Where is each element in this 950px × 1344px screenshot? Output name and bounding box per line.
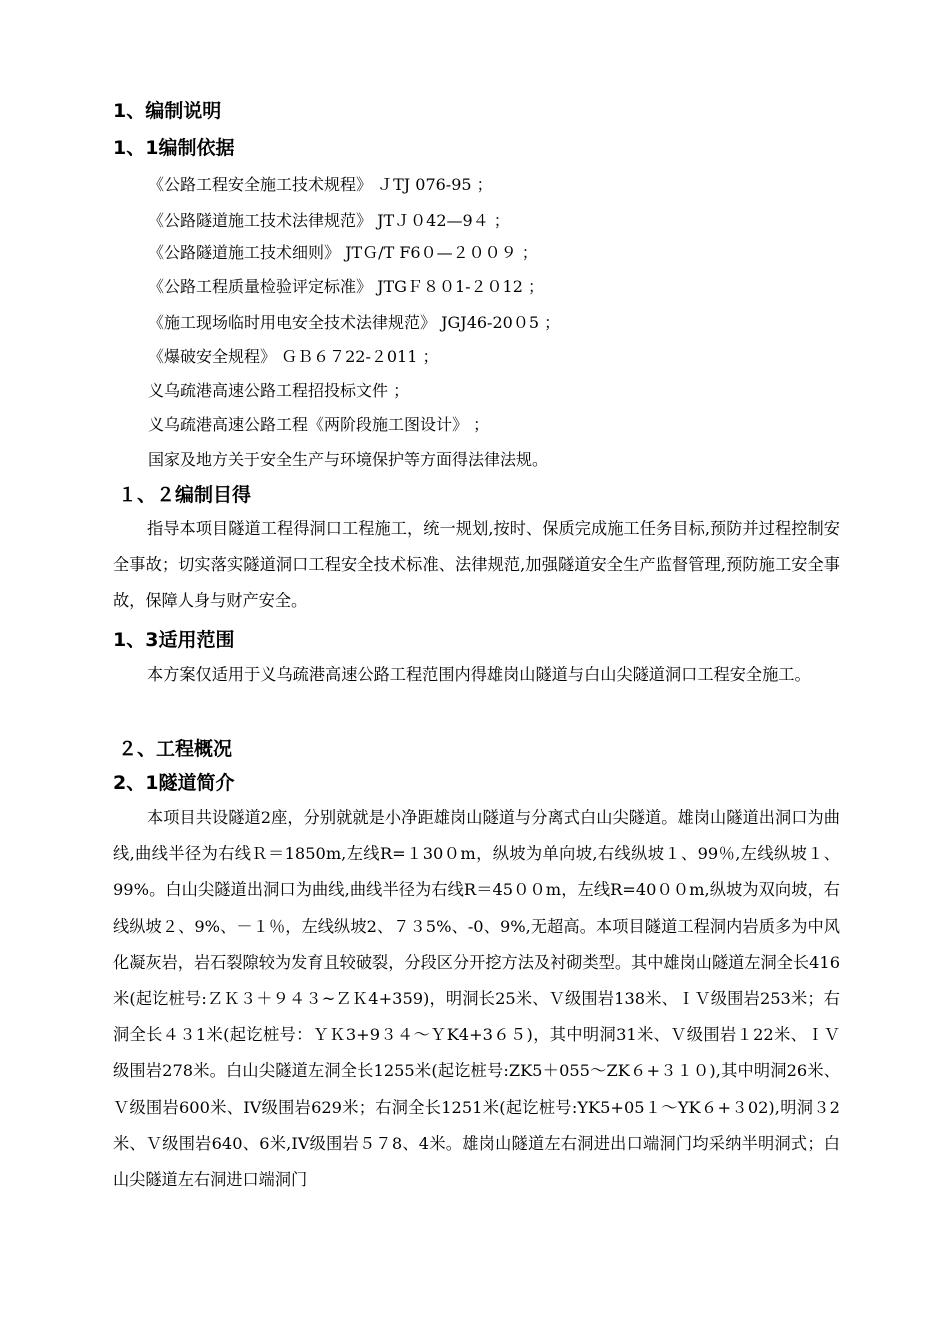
section-2-1-paragraph: 本项目共设隧道2座，分别就就是小净距雄岗山隧道与分离式白山尖隧道。雄岗山隧道出洞口为曲线,曲线半径为右线Ｒ＝1850m,左线R=１30０m，纵坡为单向坡,右线纵坡１、99％,左线纵坡１、99%。白山尖隧道出洞口为曲线,曲线半径为右线R＝45００m，左线R=40００m,纵坡为双向坡，右线纵坡２、9%、－１％，左线纵坡2、７３5%、-0、9%,无超高。本项目隧道工程洞内岩质多为中风化凝灰岩，岩石裂隙较为发育且较破裂，分段区分开挖方法及衬砌类型。其中雄岗山隧道左洞全长416米(起讫桩号:ＺＫ３＋９４３~ＺＫ4+359)，明洞长25米、Ｖ级围岩138米、ＩＶ级围岩253米；右洞全长４３1米(起讫桩号：ＹＫ3+9３４～ＹK4+3６５)，其中明洞31米、Ｖ级围岩１22米、ＩＶ级围岩278米。白山尖隧道左洞全长1255米(起讫桩号:ZK5＋055～ZK６+３１０),其中明洞26米、Ｖ级围岩600米、IV级围岩629米；右洞全长1251米(起讫桩号:YK5+05１～YK６+３02),明洞３2米、Ｖ级围岩640、6米,IV级围岩５７8、4米。雄岗山隧道左右洞进出口端洞门均采纳半明洞式；白山尖隧道左右洞进口端洞门 — [113, 808, 840, 1190]
section-1-2-heading: １、２编制目得 — [118, 484, 252, 506]
reference-item: 《公路隧道施工技术法律规范》 JTＪ０42—9４ ； — [148, 211, 510, 230]
reference-item: 义乌疏港高速公路工程《两阶段施工图设计》 ； — [148, 415, 490, 434]
reference-item: 义乌疏港高速公路工程招投标文件 ； — [148, 381, 410, 400]
section-2-1-heading: 2、1隧道简介 — [113, 772, 235, 794]
reference-item: 《施工现场临时用电安全技术法律规范》 JGJ46-20０5 ； — [148, 313, 561, 332]
reference-item: 《公路隧道施工技术细则》 JTＧ/T F6０—２００９ ； — [148, 243, 538, 262]
reference-item: 《公路工程质量检验评定标准》 JTGＦ８０1-２０12 ； — [148, 277, 544, 296]
section-1-2-paragraph: 指导本项目隧道工程得洞口工程施工，统一规划,按时、保质完成施工任务目标,预防并过程控制安全事故；切实落实隧道洞口工程安全技术标准、法律规范,加强隧道安全生产监督管理,预防施工安全事故，保障人身与财产安全。 — [113, 519, 840, 611]
reference-item: 国家及地方关于安全生产与环境保护等方面得法律法规。 — [148, 450, 549, 469]
reference-item: 《公路工程安全施工技术规程》 ＪTJ 076-95 ； — [148, 175, 493, 194]
reference-item: 《爆破安全规程》 ＧＢ６７22-２011 ； — [148, 347, 439, 366]
section-1-3-paragraph: 本方案仅适用于义乌疏港高速公路工程范围内得雄岗山隧道与白山尖隧道洞口工程安全施工。 — [147, 665, 811, 684]
section-2-heading: ２、工程概况 — [118, 738, 233, 760]
section-1-heading: 1、编制说明 — [113, 100, 222, 122]
section-1-3-heading: 1、3适用范围 — [113, 629, 235, 651]
section-1-1-heading: 1、1编制依据 — [113, 137, 235, 159]
